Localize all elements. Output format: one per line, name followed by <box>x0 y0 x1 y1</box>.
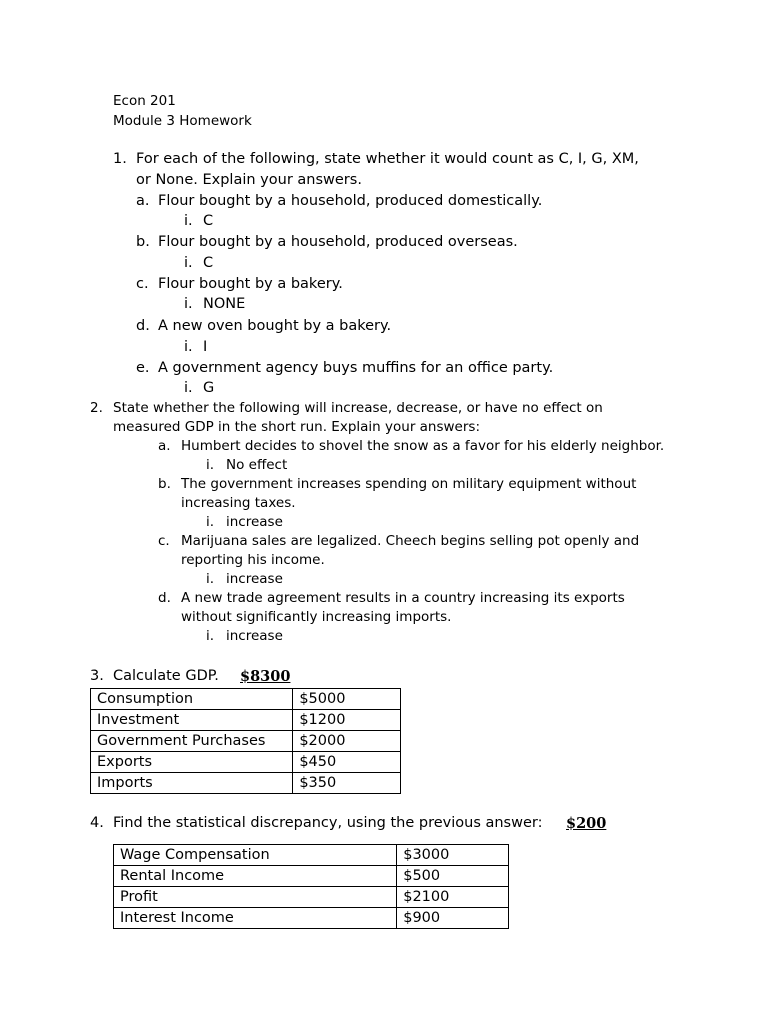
q1d-text: A new oven bought by a bakery. <box>158 318 392 334</box>
table-row <box>114 845 509 866</box>
q4-prompt: Find the statistical discrepancy, using the previous answer: <box>113 815 543 831</box>
q3-prompt: Calculate GDP. <box>113 668 219 684</box>
q2b-text-line1: The government increases spending on military equipment without <box>181 476 637 492</box>
q2d-text-line2: without significantly increasing imports. <box>181 609 452 625</box>
q1e-answer: G <box>203 380 215 396</box>
income-label: Wage Compensation <box>114 845 397 866</box>
table-row <box>91 752 401 773</box>
table-row <box>91 689 401 710</box>
income-value: $900 <box>397 908 509 929</box>
q2b-answer-num: i. <box>206 514 215 530</box>
q1c-text: Flour bought by a bakery. <box>158 276 343 292</box>
q2d-text-line1: A new trade agreement results in a country increasing its exports <box>181 590 625 606</box>
q1b-answer-num: i. <box>184 255 193 271</box>
q2c-answer-num: i. <box>206 571 215 587</box>
q1-prompt-line1: For each of the following, state whether it would count as C, I, G, XM, <box>136 151 639 167</box>
q1e-answer-num: i. <box>184 380 193 396</box>
q2-prompt-line2: measured GDP in the short run. Explain your answers: <box>113 419 480 435</box>
gdp-label: Exports <box>91 752 293 773</box>
gdp-value: $2000 <box>293 731 401 752</box>
q3-number: 3. <box>90 668 104 684</box>
q1a-text: Flour bought by a household, produced domestically. <box>158 193 543 209</box>
gdp-label: Consumption <box>91 689 293 710</box>
q1c-letter: c. <box>136 276 149 292</box>
q2c-answer: increase <box>226 571 283 587</box>
q1a-answer-num: i. <box>184 213 193 229</box>
gdp-value: $5000 <box>293 689 401 710</box>
q2a-answer: No effect <box>226 457 288 473</box>
income-value: $2100 <box>397 887 509 908</box>
income-label: Rental Income <box>114 866 397 887</box>
q2d-answer-num: i. <box>206 628 215 644</box>
q2b-answer: increase <box>226 514 283 530</box>
q1-number: 1. <box>113 151 127 167</box>
q2c-text-line2: reporting his income. <box>181 552 325 568</box>
q2b-text-line2: increasing taxes. <box>181 495 296 511</box>
assignment-title: Module 3 Homework <box>113 113 252 129</box>
q1a-answer: C <box>203 213 214 229</box>
income-table <box>113 844 509 929</box>
q2a-answer-num: i. <box>206 457 215 473</box>
table-row <box>114 866 509 887</box>
q1e-letter: e. <box>136 360 150 376</box>
table-row <box>114 887 509 908</box>
gdp-label: Investment <box>91 710 293 731</box>
gdp-label: Government Purchases <box>91 731 293 752</box>
q4-answer: $200 <box>566 815 607 832</box>
q1d-answer: I <box>203 339 208 355</box>
q2c-text-line1: Marijuana sales are legalized. Cheech begins selling pot openly and <box>181 533 640 549</box>
q2a-text: Humbert decides to shovel the snow as a favor for his elderly neighbor. <box>181 438 665 454</box>
table-row <box>91 710 401 731</box>
q1c-answer-num: i. <box>184 296 193 312</box>
q2d-answer: increase <box>226 628 283 644</box>
q2c-letter: c. <box>158 533 170 549</box>
table-row <box>91 773 401 794</box>
income-label: Profit <box>114 887 397 908</box>
gdp-value: $450 <box>293 752 401 773</box>
q2d-letter: d. <box>158 590 171 606</box>
q1e-text: A government agency buys muffins for an office party. <box>158 360 554 376</box>
gdp-label: Imports <box>91 773 293 794</box>
q2a-letter: a. <box>158 438 171 454</box>
income-value: $3000 <box>397 845 509 866</box>
q1d-answer-num: i. <box>184 339 193 355</box>
income-label: Interest Income <box>114 908 397 929</box>
q2-prompt-line1: State whether the following will increase, decrease, or have no effect on <box>113 400 603 416</box>
q1d-letter: d. <box>136 318 150 334</box>
q1a-letter: a. <box>136 193 150 209</box>
q3-answer: $8300 <box>240 668 291 685</box>
gdp-table <box>90 688 401 794</box>
q1c-answer: NONE <box>203 296 246 312</box>
q2b-letter: b. <box>158 476 171 492</box>
gdp-value: $350 <box>293 773 401 794</box>
table-row <box>91 731 401 752</box>
q4-number: 4. <box>90 815 104 831</box>
q2-number: 2. <box>90 400 103 416</box>
table-row <box>114 908 509 929</box>
course-title: Econ 201 <box>113 93 176 109</box>
q1b-answer: C <box>203 255 214 271</box>
q1-prompt-line2: or None. Explain your answers. <box>136 172 362 188</box>
q1b-letter: b. <box>136 234 150 250</box>
q1b-text: Flour bought by a household, produced overseas. <box>158 234 518 250</box>
income-value: $500 <box>397 866 509 887</box>
gdp-value: $1200 <box>293 710 401 731</box>
